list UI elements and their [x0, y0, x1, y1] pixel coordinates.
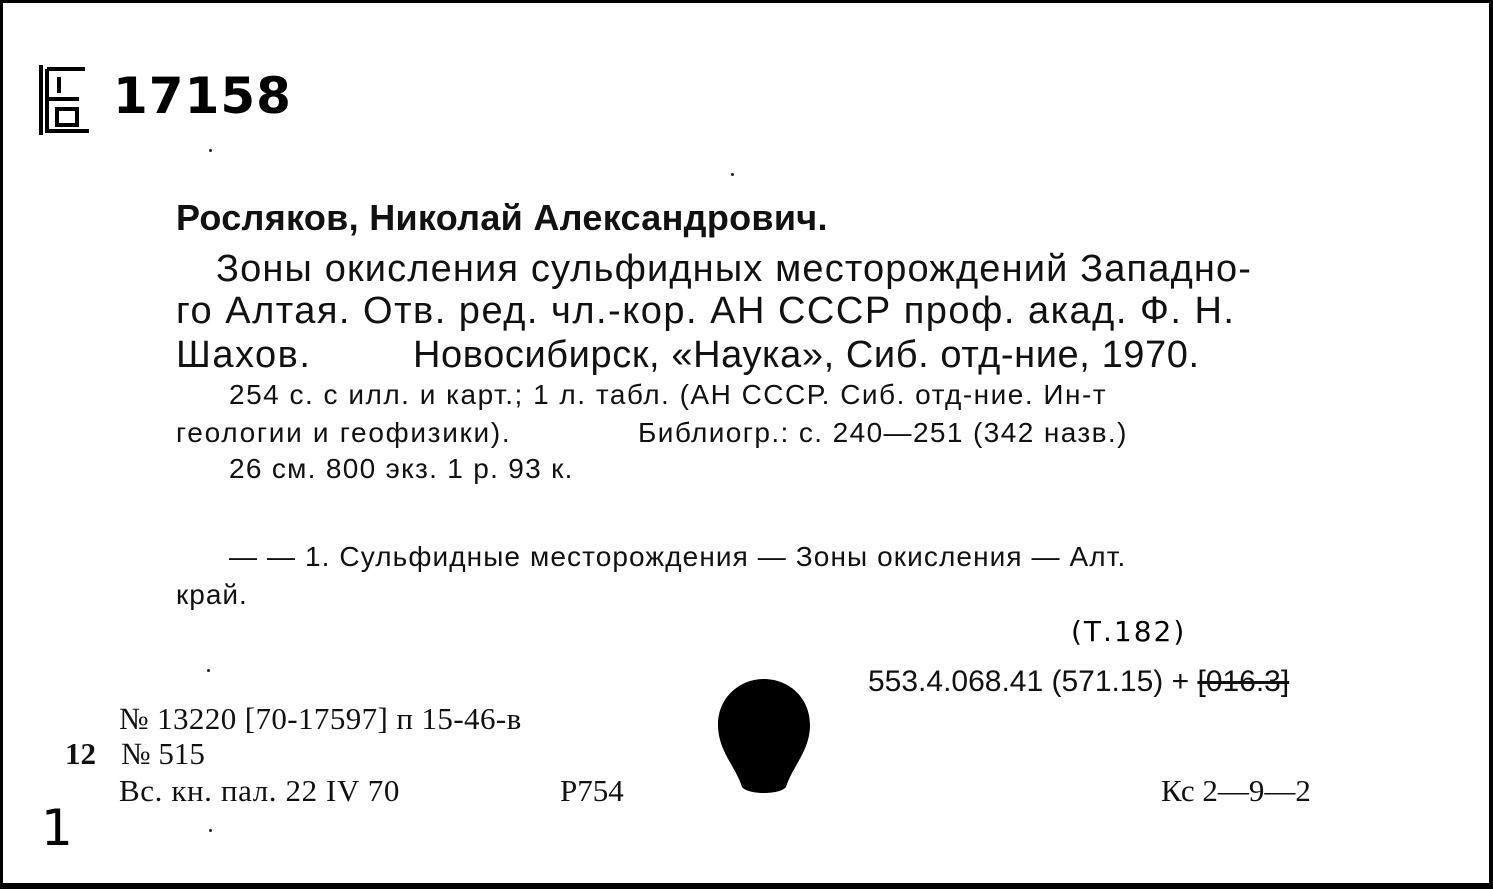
- title-line-2: го Алтая. Отв. ред. чл.-кор. АН СССР проф. акад. Ф. Н.: [176, 290, 1236, 332]
- punch-hole: [716, 677, 812, 799]
- imprint: Новосибирск, «Наука», Сиб. отд-ние, 1970.: [413, 334, 1200, 376]
- record-line-3: Вс. кн. пал. 22 IV 70: [119, 773, 400, 808]
- shelf-mark-letter: [37, 63, 95, 137]
- title-line-3: Шахов.: [176, 334, 312, 376]
- speck: [731, 173, 734, 176]
- record-line-1: № 13220 [70-17597] п 15-46-в: [119, 701, 522, 736]
- udc-classification: [868, 667, 1289, 697]
- shelf-mark-number: 17158: [113, 67, 292, 125]
- record-line-2: № 515: [121, 736, 205, 771]
- collation-line-1: 254 с. с илл. и карт.; 1 л. табл. (АН СССР. Сиб. отд-ние. Ин-т: [229, 379, 1108, 410]
- title-line-1: Зоны окисления сульфидных месторождений Западно-: [216, 248, 1253, 290]
- speck: [209, 829, 212, 832]
- collation-line-2: геологии и геофизики).: [176, 417, 512, 448]
- bibliography-note: Библиогр.: с. 240—251 (342 назв.): [638, 417, 1128, 448]
- card-code: Кс 2—9—2: [1161, 773, 1311, 808]
- speck: [209, 149, 212, 152]
- corner-mark: 1: [41, 799, 73, 857]
- author-heading: Росляков, Николай Александрович.: [176, 197, 828, 238]
- subject-line-2: край.: [176, 579, 248, 610]
- collation-line-3: 26 см. 800 экз. 1 р. 93 к.: [229, 453, 574, 484]
- subject-line-1: — — 1. Сульфидные месторождения — Зоны окисления — Алт.: [229, 541, 1127, 572]
- record-prefix: 12: [65, 736, 96, 771]
- udc-main: 553.4.068.41 (571.15) +: [868, 665, 1198, 698]
- handwritten-note: (Т.182): [1071, 615, 1187, 648]
- record-number: Р754: [560, 773, 624, 808]
- udc-struck: [016.3]: [1197, 665, 1290, 698]
- speck: [207, 669, 210, 672]
